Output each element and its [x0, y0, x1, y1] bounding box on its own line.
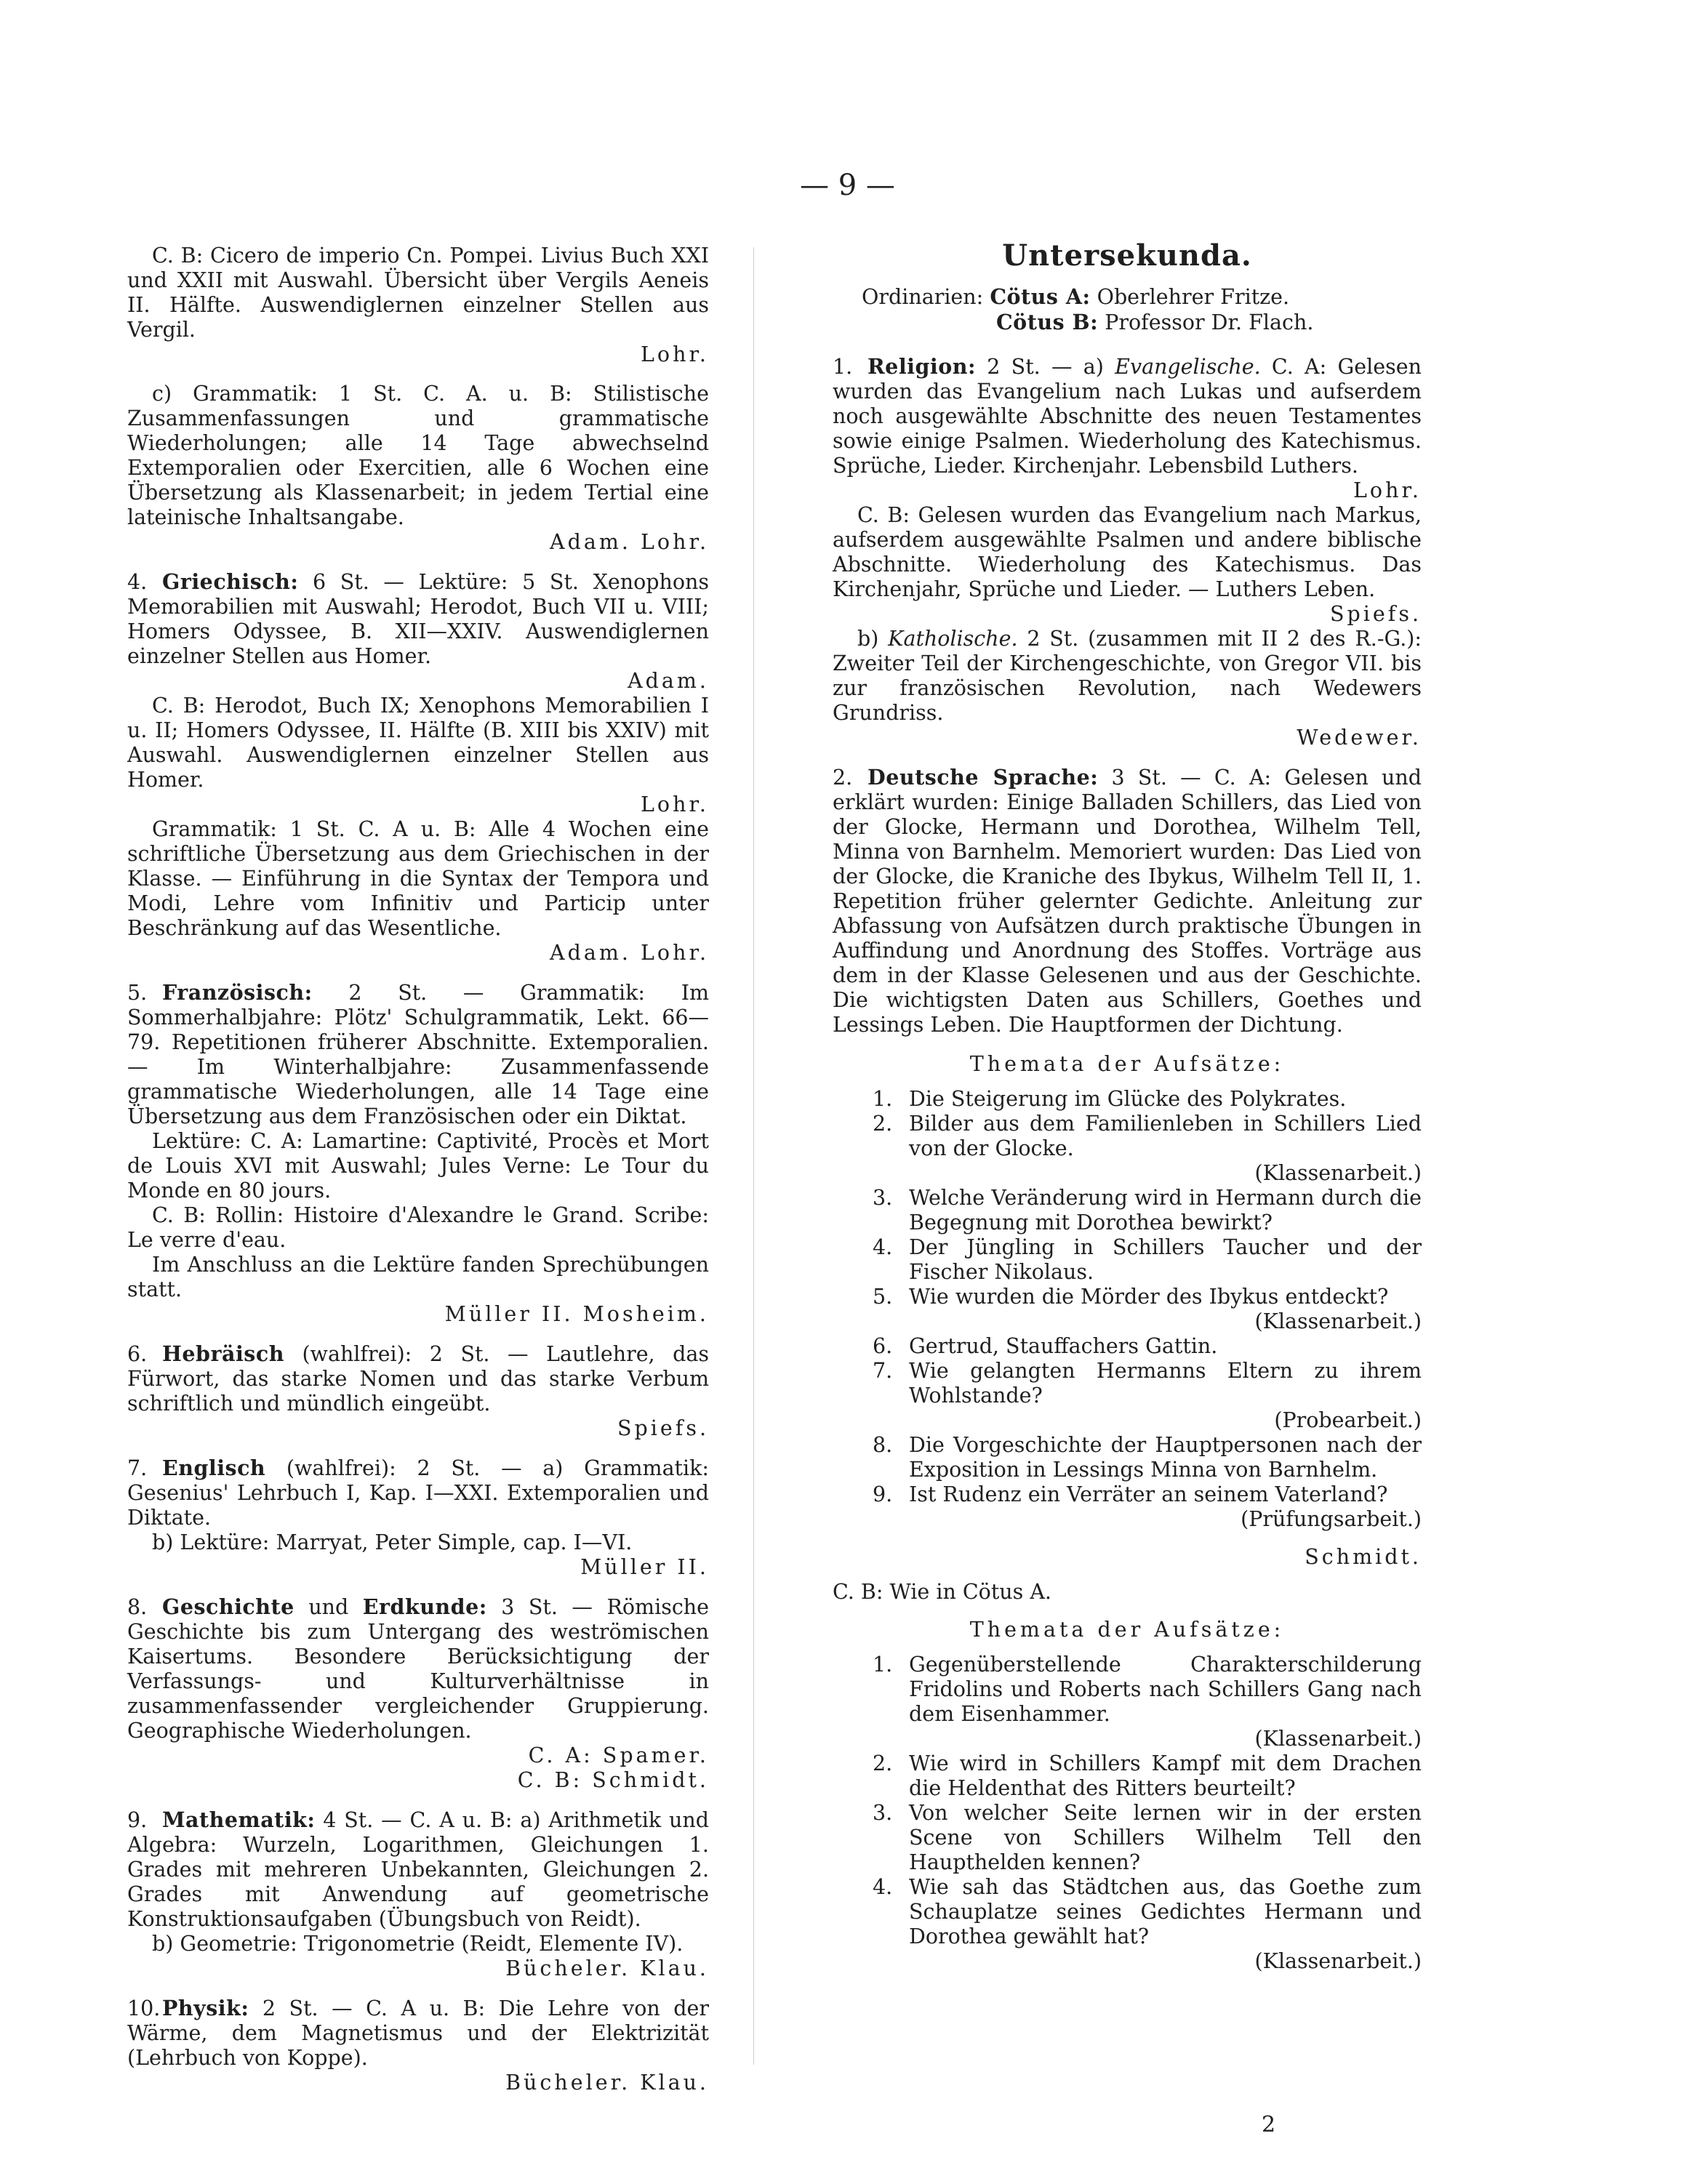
- section-text: Lektüre: C. A: Lamartine: Captivité, Procès et Mort de Louis XVI mit Auswahl; Jules Verne: Le Tour du Monde en 80 jours.: [127, 1129, 709, 1203]
- list-item: 4. Wie sah das Städtchen aus, das Goethe zum Schauplatze seines Gedichtes Hermann und Dorothea gewählt hat? (Klassenarbeit.): [873, 1875, 1422, 1973]
- section-number: 1.: [833, 355, 853, 379]
- section-text: 3 St. — Römische Geschichte bis zum Untergang des weströmischen Kaisertums. Besondere Berücksichtigung der Verfassungs- und Kulturverhältnisse in zusammenfassender vergleichender Gruppierung. Geographische Wiederholungen.: [127, 1595, 710, 1743]
- section-history: [127, 1594, 709, 1793]
- ordinarien: [833, 284, 1422, 335]
- signature: Schmidt.: [1305, 1545, 1422, 1569]
- themata-heading: Themata der Aufsätze:: [969, 1052, 1285, 1076]
- section-text: Im Anschluss an die Lektüre fanden Sprechübungen statt.: [127, 1253, 709, 1301]
- right-column: [833, 238, 1422, 1987]
- column-divider: [753, 247, 754, 2065]
- section-title: Religion:: [867, 354, 976, 379]
- section-title: Hebräisch: [162, 1341, 284, 1366]
- section-number: 6.: [127, 1342, 148, 1366]
- section-title: Englisch: [162, 1456, 266, 1480]
- themes-list-a: [833, 1087, 1422, 1532]
- section-text: 2 St. (zusammen mit II 2 des R.-G.): Zweiter Teil der Kirchengeschichte, von Gregor VII. bis zur französischen Revolution, nach Wedewers Grundriss.: [833, 627, 1422, 725]
- list-item: 3. Welche Veränderung wird in Hermann durch die Begegnung mit Dorothea bewirkt?: [873, 1186, 1422, 1234]
- section-number: 8.: [127, 1595, 148, 1619]
- list-item: 8. Die Vorgeschichte der Hauptpersonen nach der Exposition in Lessings Minna von Barnhelm.: [873, 1433, 1422, 1482]
- signature: Adam.: [628, 669, 709, 693]
- list-item: 6. Gertrud, Stauffachers Gattin.: [873, 1334, 1218, 1358]
- section-number: 9.: [127, 1808, 148, 1832]
- cotus-b-teacher: Professor Dr. Flach.: [1105, 310, 1314, 334]
- section-greek: [127, 569, 709, 965]
- section-text: und: [308, 1595, 349, 1619]
- section-title: Französisch:: [162, 980, 313, 1005]
- section-number: 4.: [127, 570, 148, 594]
- cotus-b-label: Cötus B:: [996, 310, 1099, 334]
- section-text: C. A: Gelesen wurden das Evangelium nach Lukas und aufserdem noch ausgewählte Abschnitte des neuen Testamentes sowie einige Psalmen. Wiederholung des Katechismus. Sprüche, Lieder. Kirchenjahr. Lebensbild Luthers.: [833, 355, 1422, 478]
- section-number: 10.: [127, 1996, 161, 2020]
- section-french: [127, 980, 709, 1327]
- section-title: Physik:: [162, 1996, 249, 2020]
- signature: Lohr.: [641, 342, 709, 366]
- section-text: Katholische.: [888, 627, 1018, 651]
- section-physics: [127, 1996, 709, 2095]
- section-title: Erdkunde:: [362, 1594, 487, 1619]
- section-title: Mathematik:: [162, 1807, 316, 1832]
- section-text: b) Geometrie: Trigonometrie (Reidt, Elemente IV).: [152, 1932, 684, 1956]
- section-text: 2 St. — Grammatik: Im Sommerhalbjahre: Plötz' Schulgrammatik, Lekt. 66—79. Repetitionen früherer Abschnitte. Extemporalien. — Im Winterhalbjahre: Zusammenfassende grammatische Wiederholungen, alle 14 Tage eine Übersetzung aus dem Französischen oder ein Diktat.: [127, 981, 709, 1128]
- section-title: Deutsche Sprache:: [867, 765, 1099, 790]
- signature: Müller II.: [580, 1555, 709, 1579]
- latin-cont-block: [127, 244, 709, 367]
- section-number: 7.: [127, 1456, 148, 1480]
- section-text: b): [857, 627, 879, 651]
- latin-grammar: c) Grammatik: 1 St. C. A. u. B: Stilistische Zusammenfassungen und grammatische Wiederholungen; alle 14 Tage abwechselnd Extemporalien oder Exercitien, alle 6 Wochen eine Übersetzung als Klassenarbeit; in jedem Tertial eine lateinische Inhaltsangabe.: [127, 382, 709, 529]
- section-number: 5.: [127, 981, 148, 1005]
- section-text: 4 St. — C. A u. B: a) Arithmetik und Algebra: Wurzeln, Logarithmen, Gleichungen 1. Grades mit mehreren Unbekannten, Gleichungen 2. Grades mit Anwendung auf geometrische Konstruktionsaufgaben (Übungsbuch von Reidt).: [127, 1808, 709, 1931]
- section-english: [127, 1456, 709, 1580]
- signature: Müller II. Mosheim.: [444, 1302, 709, 1326]
- section-text: Evangelische.: [1115, 355, 1261, 379]
- list-item: 2. Bilder aus dem Familienleben in Schillers Lied von der Glocke. (Klassenarbeit.): [873, 1112, 1422, 1185]
- list-item: 1. Gegenüberstellende Charakterschilderung Fridolins und Roberts nach Schillers Gang nach dem Eisenhammer. (Klassenarbeit.): [873, 1653, 1422, 1751]
- signature: Bücheler. Klau.: [505, 2071, 709, 2095]
- signature-mark: 2: [1262, 2112, 1276, 2137]
- list-item: 2. Wie wird in Schillers Kampf mit dem Drachen die Heldenthat des Ritters beurteilt?: [873, 1751, 1422, 1800]
- page-number: — 9 —: [800, 169, 895, 202]
- section-hebrew: [127, 1341, 709, 1441]
- signature: Bücheler. Klau.: [505, 1956, 709, 1980]
- list-item: 5. Wie wurden die Mörder des Ibykus entdeckt? (Klassenarbeit.): [873, 1285, 1422, 1333]
- section-title: Geschichte: [162, 1594, 294, 1619]
- section-text: 6 St. — Lektüre: 5 St. Xenophons Memorabilien mit Auswahl; Herodot, Buch VII u. VIII; Homers Odyssee, B. XII—XXIV. Auswendiglernen einzelner Stellen aus Homer.: [127, 570, 709, 668]
- section-text: Grammatik: 1 St. C. A u. B: Alle 4 Wochen eine schriftliche Übersetzung aus dem Griechischen in der Klasse. — Einführung in die Syntax der Tempora und Modi, Lehre vom Infinitiv und Particip unter Beschränkung auf das Wesentliche.: [127, 817, 709, 940]
- list-item: 9. Ist Rudenz ein Verräter an seinem Vaterland? (Prüfungsarbeit.): [873, 1482, 1422, 1531]
- themata-heading: Themata der Aufsätze:: [969, 1618, 1285, 1642]
- list-item: 3. Von welcher Seite lernen wir in der ersten Scene von Schillers Wilhelm Tell den Haupthelden kennen?: [873, 1801, 1422, 1874]
- section-german: [833, 765, 1422, 1037]
- section-text: C. B: Herodot, Buch IX; Xenophons Memorabilien I u. II; Homers Odyssee, II. Hälfte (B. XIII bis XXIV) mit Auswahl. Auswendiglernen einzelner Stellen aus Homer.: [127, 694, 709, 792]
- ordinarien-label: Ordinarien:: [862, 285, 984, 309]
- section-text: b) Lektüre: Marryat, Peter Simple, cap. I—VI.: [152, 1530, 633, 1554]
- class-title: Untersekunda.: [1002, 238, 1252, 273]
- section-math: [127, 1807, 709, 1981]
- section-text: 2 St. — a): [987, 355, 1104, 379]
- signature: Wedewer.: [1297, 726, 1422, 750]
- section-title: Griechisch:: [162, 569, 299, 594]
- signature: Adam. Lohr.: [550, 941, 709, 965]
- section-text: (wahlfrei): 2 St. — a) Grammatik: Gesenius' Lehrbuch I, Kap. I—XXI. Extemporalien und Diktate.: [127, 1456, 709, 1530]
- section-text: (wahlfrei): 2 St. — Lautlehre, das Fürwort, das starke Nomen und das starke Verbum schriftlich und mündlich eingeübt.: [127, 1342, 709, 1416]
- cotus-a-teacher: Oberlehrer Fritze.: [1097, 285, 1290, 309]
- section-text: C. B: Rollin: Histoire d'Alexandre le Grand. Scribe: Le verre d'eau.: [127, 1203, 709, 1252]
- list-item: 4. Der Jüngling in Schillers Taucher und der Fischer Nikolaus.: [873, 1235, 1422, 1284]
- signature: C. A: Spamer.: [528, 1743, 709, 1767]
- list-item: 1. Die Steigerung im Glücke des Polykrates.: [873, 1087, 1347, 1111]
- latin-grammar-block: [127, 382, 709, 555]
- section-number: 2.: [833, 766, 853, 790]
- signature: Lohr.: [1353, 478, 1422, 502]
- cotus-a-label: Cötus A:: [990, 284, 1091, 309]
- section-text: C. B: Gelesen wurden das Evangelium nach Markus, aufserdem ausgewählte Psalmen und andere biblische Abschnitte. Wiederholung des Katechismus. Das Kirchenjahr, Sprüche und Lieder. — Luthers Leben.: [833, 503, 1422, 601]
- section-religion: [833, 354, 1422, 750]
- signature: C. B: Schmidt.: [517, 1768, 709, 1792]
- signature: Adam. Lohr.: [550, 530, 709, 554]
- list-item: 7. Wie gelangten Hermanns Eltern zu ihrem Wohlstande? (Probearbeit.): [873, 1359, 1422, 1432]
- signature: Spiefs.: [617, 1416, 709, 1440]
- latin-reading-cb: C. B: Cicero de imperio Cn. Pompei. Livius Buch XXI und XXII mit Auswahl. Übersicht über Vergils Aeneis II. Hälfte. Auswendiglernen einzelner Stellen aus Vergil.: [127, 244, 709, 342]
- signature: Spiefs.: [1330, 602, 1422, 626]
- section-text: 3 St. — C. A: Gelesen und erklärt wurden: Einige Balladen Schillers, das Lied von der Glocke, Hermann und Dorothea, Wilhelm Tell, Minna von Barnhelm. Memoriert wurden: Das Lied von der Glocke, die Kraniche des Ibykus, Wilhelm Tell II, 1. Repetition früher gelernter Gedichte. Anleitung zur Abfassung von Aufsätzen durch praktische Übungen in Auffindung und Anordnung des Stoffes. Vorträge aus dem in der Klasse Gelesenen und aus der Geschichte. Die wichtigsten Daten aus Schillers, Goethes und Lessings Leben. Die Hauptformen der Dichtung.: [833, 766, 1422, 1037]
- signature: Lohr.: [641, 792, 709, 816]
- section-text: 2 St. — C. A u. B: Die Lehre von der Wärme, dem Magnetismus und der Elektrizität (Lehrbuch von Koppe).: [127, 1996, 709, 2070]
- left-column: [127, 244, 709, 2110]
- themes-list-b: [833, 1653, 1422, 1974]
- cotus-b-note: C. B: Wie in Cötus A.: [833, 1580, 1051, 1604]
